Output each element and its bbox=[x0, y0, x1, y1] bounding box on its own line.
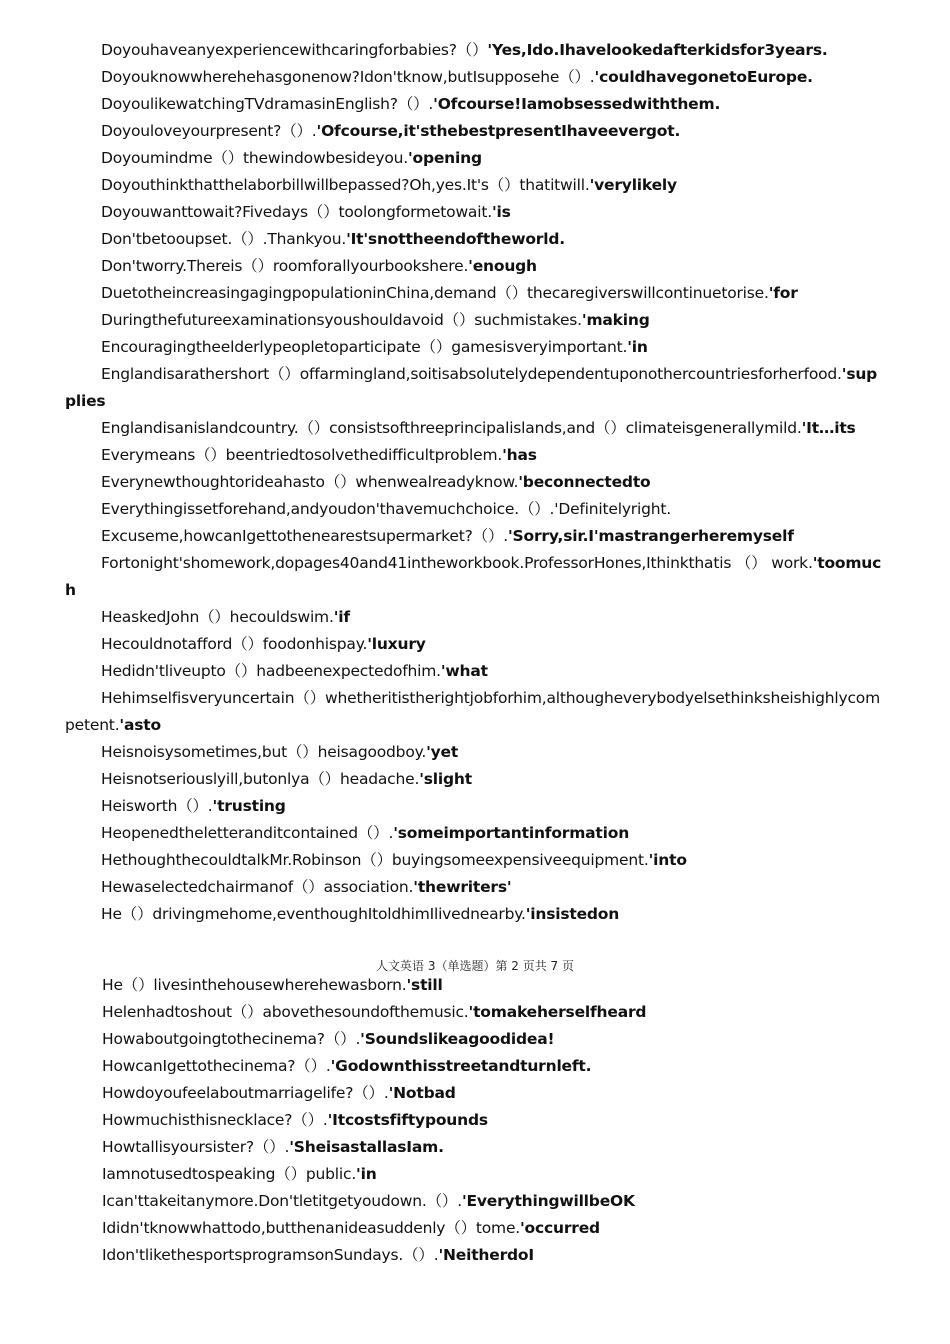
question-text: Heisnotseriouslyill,butonlya（）headache. bbox=[101, 770, 420, 788]
question-item bbox=[65, 118, 887, 145]
question-item bbox=[65, 901, 887, 928]
question-text: Ican'ttakeitanymore.Don'tletitgetyoudown.（）. bbox=[102, 1192, 462, 1210]
answer-text: 'Godownthisstreetandturnleft. bbox=[330, 1057, 592, 1075]
question-item bbox=[65, 793, 887, 820]
answer-text: 'yet bbox=[426, 743, 459, 761]
question-text: DuetotheincreasingagingpopulationinChina,demand（）thecaregiverswillcontinuetorise. bbox=[101, 284, 769, 302]
page-footer: 人文英语 3（单选题）第 2 页共 7 页 bbox=[376, 959, 574, 973]
question-item bbox=[65, 631, 887, 658]
question-text: He（）livesinthehousewherehewasborn. bbox=[102, 976, 407, 994]
question-text: Ididn'tknowwhattodo,butthenanideasuddenly（）tome. bbox=[102, 1219, 521, 1237]
question-list-bottom bbox=[66, 972, 888, 1269]
question-item bbox=[66, 972, 888, 999]
question-item bbox=[66, 1134, 888, 1161]
answer-text: 'is bbox=[491, 203, 511, 221]
question-text: Don'tworry.Thereis（）roomforallyourbookshere. bbox=[101, 257, 469, 275]
question-text: Heopenedtheletteranditcontained（）. bbox=[101, 824, 394, 842]
answer-text: 'thewriters' bbox=[413, 878, 512, 896]
question-item bbox=[66, 1242, 888, 1269]
answer-text: 'insistedon bbox=[525, 905, 620, 923]
question-text: Doyouknowwherehehasgonenow?Idon'tknow,butIsupposehe（）. bbox=[101, 68, 595, 86]
question-text: Hewaselectedchairmanof（）association. bbox=[101, 878, 414, 896]
question-item bbox=[65, 820, 887, 847]
question-item bbox=[65, 145, 887, 172]
question-item bbox=[65, 415, 887, 442]
answer-text: 'Soundslikeagoodidea! bbox=[360, 1030, 555, 1048]
question-item bbox=[65, 64, 887, 91]
question-item bbox=[65, 874, 887, 901]
question-text: Duringthefutureexaminationsyoushouldavoid（）suchmistakes. bbox=[101, 311, 582, 329]
question-text: Doyouhaveanyexperiencewithcaringforbabies?（） bbox=[101, 41, 488, 59]
answer-text: 'opening bbox=[407, 149, 482, 167]
question-text: Englandisarathershort（）offarmingland,soitisabsolutelydependentuponothercountriesforherfood. bbox=[101, 365, 842, 383]
question-item bbox=[65, 307, 887, 334]
question-item bbox=[66, 999, 888, 1026]
question-text: Heisworth（）. bbox=[101, 797, 213, 815]
question-item bbox=[65, 766, 887, 793]
answer-text: 'in bbox=[627, 338, 648, 356]
question-text: Howmuchisthisnecklace?（）. bbox=[102, 1111, 328, 1129]
question-text: HeaskedJohn（）hecouldswim. bbox=[101, 608, 334, 626]
answer-text: 'tomakeherselfheard bbox=[468, 1003, 647, 1021]
question-text: HethoughthecouldtalkMr.Robinson（）buyingsomeexpensiveequipment. bbox=[101, 851, 649, 869]
question-item bbox=[66, 1080, 888, 1107]
question-item bbox=[65, 253, 887, 280]
question-text: Everythingissetforehand,andyoudon'thavemuchchoice.（）. bbox=[101, 500, 555, 518]
answer-text: 'Ofcourse,it'sthebestpresentIhaveevergot. bbox=[316, 122, 681, 140]
question-list-top bbox=[65, 37, 887, 928]
question-text: Hehimselfisveryuncertain（）whetheritistherightjobforhim,althougheverybodyelsethinksheishighlycompetent. bbox=[65, 689, 880, 734]
answer-text: 'into bbox=[648, 851, 687, 869]
question-item bbox=[65, 199, 887, 226]
answer-text: 'It'snottheendoftheworld. bbox=[346, 230, 565, 248]
question-text: Everynewthoughtorideahasto（）whenwealreadyknow. bbox=[101, 473, 519, 491]
question-item bbox=[66, 1107, 888, 1134]
question-item bbox=[65, 172, 887, 199]
question-text: Idon'tlikethesportsprogramsonSundays.（）. bbox=[102, 1246, 439, 1264]
answer-text: 'NeitherdoI bbox=[438, 1246, 534, 1264]
question-item bbox=[65, 334, 887, 361]
answer-text: 'SheisastallasIam. bbox=[289, 1138, 444, 1156]
answer-text: 'verylikely bbox=[589, 176, 677, 194]
answer-text: 'asto bbox=[119, 716, 161, 734]
answer-text: 'EverythingwillbeOK bbox=[461, 1192, 635, 1210]
answer-text: 'someimportantinformation bbox=[393, 824, 630, 842]
question-item bbox=[65, 442, 887, 469]
question-text: DoyoulikewatchingTVdramasinEnglish?（）. bbox=[101, 95, 434, 113]
question-item bbox=[66, 1026, 888, 1053]
answer-text: 'what bbox=[440, 662, 488, 680]
question-text: Hedidn'tliveupto（）hadbeenexpectedofhim. bbox=[101, 662, 441, 680]
answer-text: 'making bbox=[581, 311, 650, 329]
question-item bbox=[65, 739, 887, 766]
answer-text: 'Ofcourse!Iamobsessedwiththem. bbox=[433, 95, 721, 113]
question-text: Heisnoisysometimes,but（）heisagoodboy. bbox=[101, 743, 427, 761]
answer-text: 'has bbox=[502, 446, 537, 464]
question-text: Howtallisyoursister?（）. bbox=[102, 1138, 290, 1156]
question-text: Doyouloveyourpresent?（）. bbox=[101, 122, 317, 140]
question-text: Don'tbetooupset.（）.Thankyou. bbox=[101, 230, 347, 248]
answer-text: 'toomuch bbox=[65, 554, 882, 599]
question-item bbox=[65, 496, 887, 523]
question-text: Encouragingtheelderlypeopletoparticipate（）gamesisveryimportant. bbox=[101, 338, 628, 356]
question-item bbox=[66, 1188, 888, 1215]
answer-text: 'occurred bbox=[520, 1219, 600, 1237]
question-item bbox=[65, 469, 887, 496]
answer-text: 'supplies bbox=[65, 365, 878, 410]
question-item bbox=[66, 1215, 888, 1242]
question-text: Hecouldnotafford（）foodonhispay. bbox=[101, 635, 368, 653]
question-item bbox=[66, 1161, 888, 1188]
answer-text: 'luxury bbox=[367, 635, 426, 653]
question-item bbox=[65, 658, 887, 685]
answer-text: 'still bbox=[406, 976, 443, 994]
answer-text: 'It…its bbox=[801, 419, 856, 437]
answer-text: 'enough bbox=[468, 257, 537, 275]
answer-text: 'couldhavegonetoEurope. bbox=[594, 68, 813, 86]
answer-text: 'Notbad bbox=[388, 1084, 456, 1102]
question-text: Doyouthinkthatthelaborbillwillbepassed?Oh,yes.It's（）thatitwill. bbox=[101, 176, 590, 194]
question-item bbox=[65, 685, 887, 739]
question-item bbox=[65, 280, 887, 307]
question-item bbox=[66, 1053, 888, 1080]
answer-text: 'if bbox=[333, 608, 350, 626]
question-item bbox=[65, 847, 887, 874]
answer-text: 'beconnectedto bbox=[518, 473, 651, 491]
question-text: Excuseme,howcanIgettothenearestsupermarket?（）. bbox=[101, 527, 508, 545]
question-text: Everymeans（）beentriedtosolvethedifficultproblem. bbox=[101, 446, 503, 464]
answer-text: 'Itcostsfiftypounds bbox=[327, 1111, 488, 1129]
question-item bbox=[65, 604, 887, 631]
question-text: HowcanIgettothecinema?（）. bbox=[102, 1057, 331, 1075]
question-item bbox=[65, 226, 887, 253]
question-text: Doyoumindme（）thewindowbesideyou. bbox=[101, 149, 408, 167]
question-text: Englandisanislandcountry.（）consistsofthreeprincipalislands,and（）climateisgenerallymild. bbox=[101, 419, 802, 437]
question-text: Iamnotusedtospeaking（）public. bbox=[102, 1165, 357, 1183]
question-text: Howdoyoufeelaboutmarriagelife?（）. bbox=[102, 1084, 389, 1102]
question-text: Helenhadtoshout（）abovethesoundofthemusic. bbox=[102, 1003, 469, 1021]
answer-text: 'trusting bbox=[212, 797, 286, 815]
answer-text: 'for bbox=[768, 284, 798, 302]
question-item bbox=[65, 37, 887, 64]
question-text: Howaboutgoingtothecinema?（）. bbox=[102, 1030, 361, 1048]
question-text: Doyouwanttowait?Fivedays（）toolongformetowait. bbox=[101, 203, 492, 221]
question-item bbox=[65, 361, 887, 415]
answer-text: 'in bbox=[356, 1165, 377, 1183]
question-item bbox=[65, 523, 887, 550]
question-item bbox=[65, 91, 887, 118]
question-text: Fortonight'shomework,dopages40and41intheworkbook.ProfessorHones,Ithinkthatis （） work. bbox=[101, 554, 813, 572]
question-item bbox=[65, 550, 887, 604]
answer-text: 'Sorry,sir.I'mastrangerheremyself bbox=[507, 527, 794, 545]
answer-text: 'Yes,Ido.Ihavelookedafterkidsfor3years. bbox=[487, 41, 828, 59]
answer-text: 'Definitelyright. bbox=[554, 500, 671, 518]
answer-text: 'slight bbox=[419, 770, 472, 788]
question-text: He（）drivingmehome,eventhoughItoldhimIlivednearby. bbox=[101, 905, 526, 923]
